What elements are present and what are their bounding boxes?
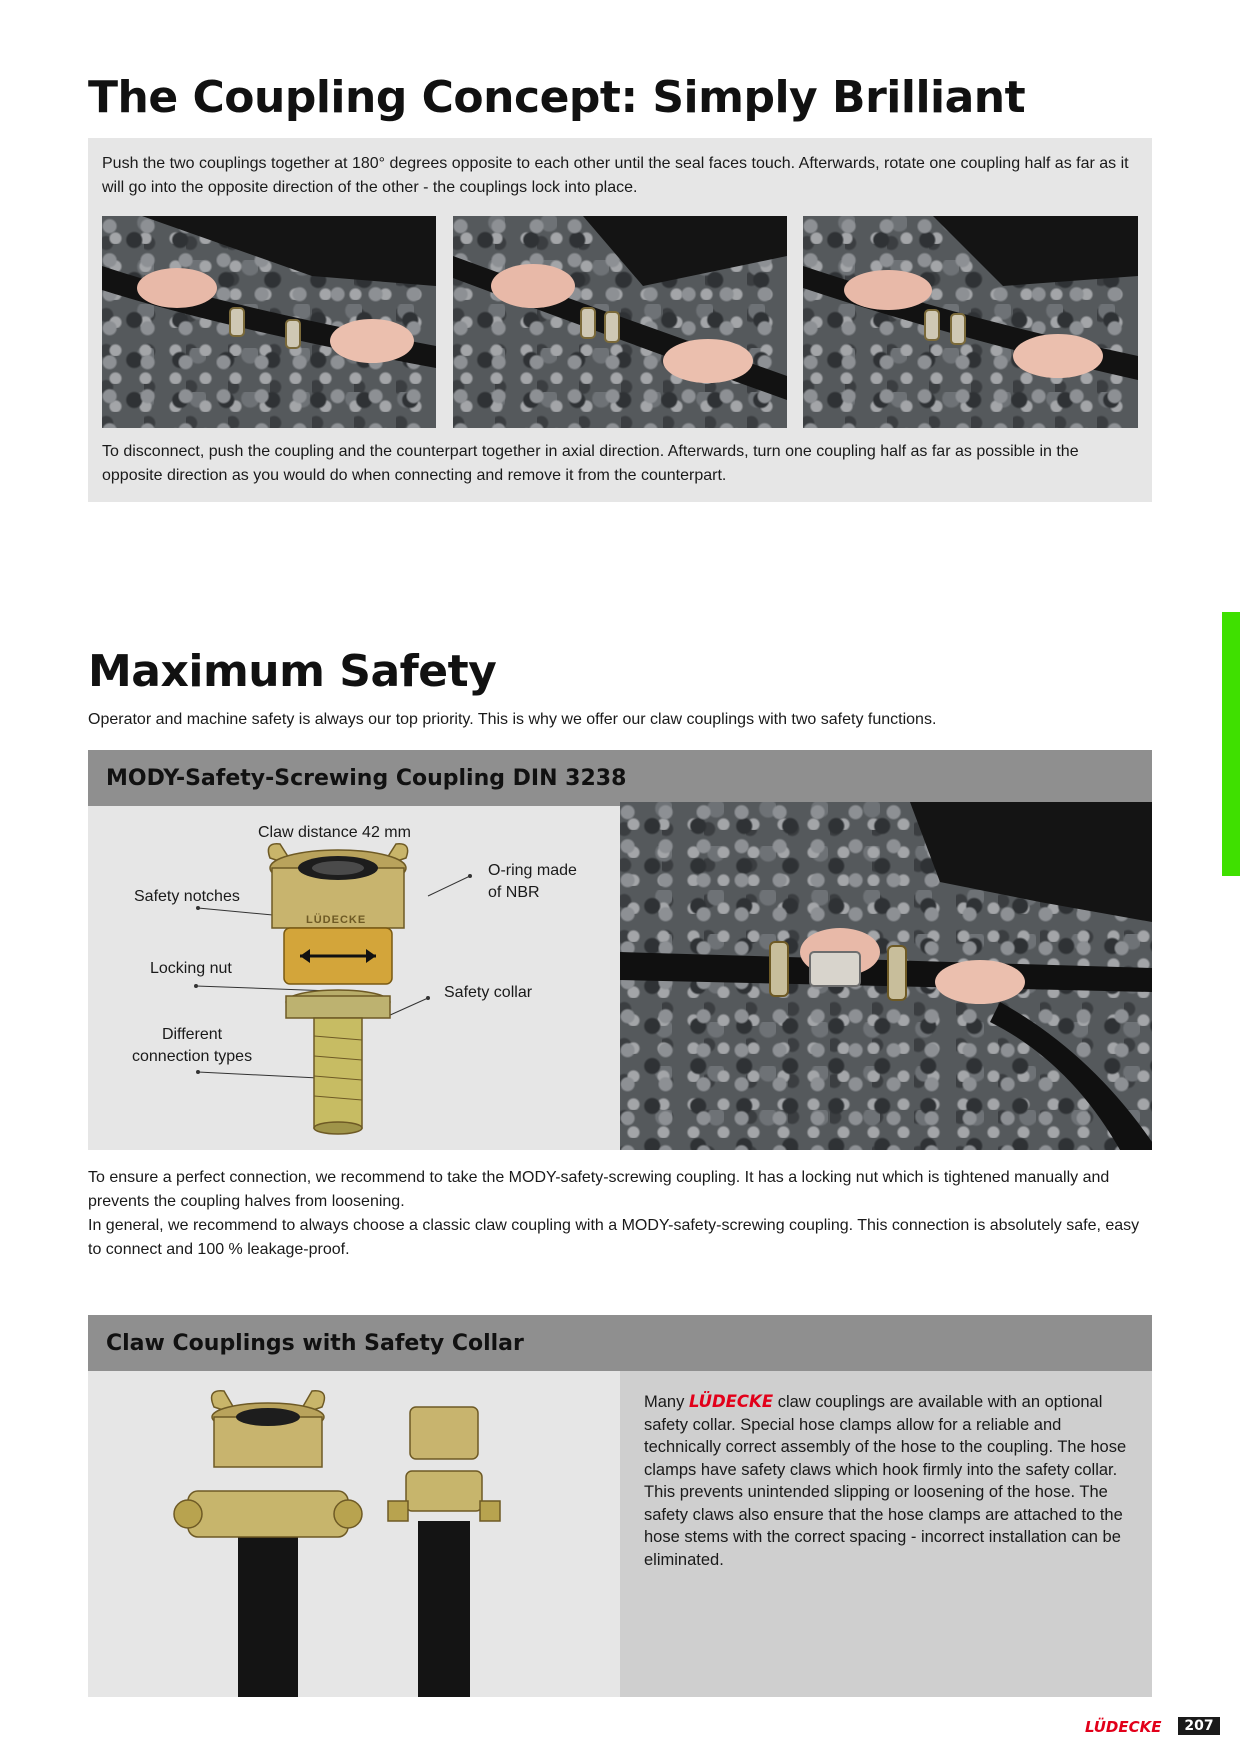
label-claw-distance: Claw distance 42 mm xyxy=(258,824,411,841)
collar-description xyxy=(644,1391,1134,1571)
safety-intro: Operator and machine safety is always our top priority. This is why we offer our claw couplings with two safety functions. xyxy=(88,711,937,728)
label-safety-notches: Safety notches xyxy=(134,888,240,905)
mody-heading xyxy=(88,750,1152,806)
step-photo-1 xyxy=(102,216,436,428)
coupling-concept-panel xyxy=(88,138,1152,502)
mody-heading-text: MODY-Safety-Screwing Coupling DIN 3238 xyxy=(106,765,627,791)
label-safety-collar: Safety collar xyxy=(444,984,533,1001)
brand-inline-logo: LÜDECKE xyxy=(688,1392,774,1411)
collar-text-before: Many xyxy=(644,1393,685,1411)
collar-text-after: claw couplings are available with an optional safety collar. Special hose clamps allow for a reliable and technically correct assembly of the hose to the coupling. The hose clamps have safety claws which hook firmly into the safety collar. This prevents unintended slipping or loosening of the hose. The safety claws also ensure that the hose clamps are attached to the hose stems with the correct spacing - incorrect installation can be eliminated. xyxy=(644,1393,1127,1569)
mody-photo xyxy=(620,802,1152,1150)
disconnect-instructions: To disconnect, push the coupling and the counterpart together in axial direction. Afterwards, turn one coupling half as far as possible in the opposite direction as you would do when connecting and remove it from the counterpart. xyxy=(102,443,1079,484)
mody-body-1: To ensure a perfect connection, we recommend to take the MODY-safety-screwing coupling. It has a locking nut which is tightened manually and prevents the coupling halves from loosening. xyxy=(88,1169,1110,1210)
label-locking-nut: Locking nut xyxy=(150,960,232,977)
collar-photo xyxy=(88,1371,620,1697)
section-tab-marker xyxy=(1222,612,1240,876)
label-oring: O-ring made of NBR xyxy=(488,862,577,901)
collar-heading-text: Claw Couplings with Safety Collar xyxy=(106,1330,524,1356)
coupling-stamp: LÜDECKE xyxy=(306,914,367,926)
connect-instructions: Push the two couplings together at 180° degrees opposite to each other until the seal faces touch. Afterwards, rotate one coupling half as far as it will go into the opposite direction of the other - the couplings lock into place. xyxy=(102,155,1129,196)
step-photo-3 xyxy=(803,216,1138,428)
section-title: Maximum Safety xyxy=(88,646,497,697)
section-title: The Coupling Concept: Simply Brilliant xyxy=(88,72,1026,123)
mody-diagram xyxy=(88,806,620,1150)
collar-heading xyxy=(88,1315,1152,1371)
collar-text-panel xyxy=(620,1371,1152,1697)
mody-body-2: In general, we recommend to always choose a classic claw coupling with a MODY-safety-screwing coupling. This connection is absolutely safe, easy to connect and 100 % leakage-proof. xyxy=(88,1217,1140,1258)
label-connection-types: Different connection types xyxy=(132,1026,253,1065)
page-number: 207 xyxy=(1178,1717,1220,1735)
footer-brand-logo: LÜDECKE xyxy=(1085,1718,1162,1736)
step-photo-2 xyxy=(453,216,787,428)
